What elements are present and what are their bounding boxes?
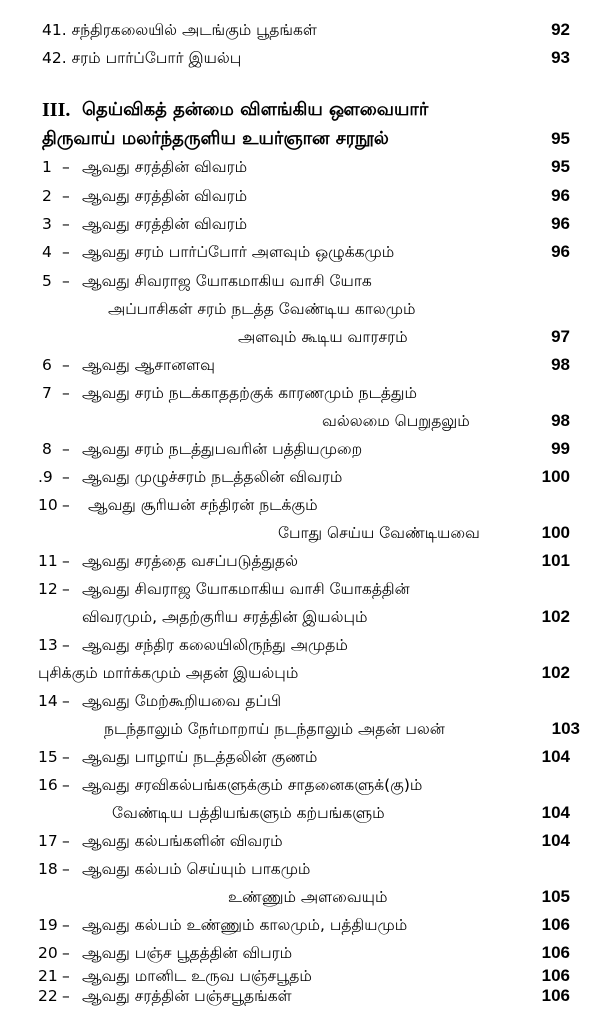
toc-entry-continuation xyxy=(0,605,600,629)
entry-text: ஆவது சரத்தின் விவரம் xyxy=(82,158,248,176)
section-heading xyxy=(0,98,600,122)
toc-entry: 4 – ஆவது சரம் பார்ப்போர் அளவும் ஒழுக்கமும் 96 xyxy=(0,240,600,264)
entry-number: 17 xyxy=(38,832,58,850)
toc-entry: 17 – ஆவது கல்பங்களின் விவரம் 104 xyxy=(0,829,600,853)
entry-text: ஆவது மேற்கூறியவை தப்பி xyxy=(82,692,282,710)
entry-number: 3 xyxy=(42,215,52,233)
entry-number: 11 xyxy=(38,552,58,570)
toc-entry: 21 – ஆவது மானிட உருவ பஞ்சபூதம் 106 xyxy=(0,964,600,988)
entry-number: 18 xyxy=(38,860,58,878)
entry-text: ஆவது மானிட உருவ பஞ்சபூதம் xyxy=(82,967,312,985)
entry-number: 13 xyxy=(38,636,58,654)
entry-text: ஆவது சிவராஜ யோகமாகிய வாசி யோக xyxy=(82,272,372,290)
entry-text-cont: நடந்தாலும் நேர்மாறாய் நடந்தாலும் அதன் பலன் xyxy=(104,720,445,738)
section-heading xyxy=(0,127,600,151)
entry-number: .9 xyxy=(38,468,53,486)
entry-page: 100 xyxy=(541,467,570,486)
entry-page: 93 xyxy=(551,48,570,67)
toc-entry: 1 – ஆவது சரத்தின் விவரம் 95 xyxy=(0,155,600,179)
entry-number: 4 xyxy=(42,243,52,261)
toc-entry-continuation xyxy=(0,521,600,545)
entry-text: ஆவது பாழாய் நடத்தலின் குணம் xyxy=(82,748,318,766)
toc-entry-continuation xyxy=(0,717,600,741)
entry-page: 103 xyxy=(551,719,580,738)
toc-entry: 20 – ஆவது பஞ்ச பூதத்தின் விபரம் 106 xyxy=(0,941,600,965)
toc-entry: 15 – ஆவது பாழாய் நடத்தலின் குணம் 104 xyxy=(0,745,600,769)
entry-page: 92 xyxy=(551,20,570,39)
section-page: 95 xyxy=(551,129,570,148)
entry-text: ஆவது சரம் நடக்காததற்குக் காரணமும் நடத்தும் xyxy=(82,384,417,402)
entry-number: 14 xyxy=(38,692,58,710)
section-title-line1: தெய்விகத் தன்மை விளங்கிய ஔவையார் xyxy=(82,99,429,120)
entry-number: 21 xyxy=(38,967,58,985)
toc-entry-continuation xyxy=(0,297,600,321)
entry-page: 104 xyxy=(541,803,570,822)
entry-page: 104 xyxy=(541,747,570,766)
toc-entry: 13 – ஆவது சந்திர கலையிலிருந்து அமுதம் xyxy=(0,633,600,657)
entry-page: 99 xyxy=(551,439,570,458)
entry-page: 98 xyxy=(551,411,570,430)
entry-number: 2 xyxy=(42,187,52,205)
entry-text: 41. சந்திரகலையில் அடங்கும் பூதங்கள் xyxy=(42,21,317,39)
entry-page: 106 xyxy=(541,943,570,962)
entry-number: 20 xyxy=(38,944,58,962)
toc-entry-continuation xyxy=(0,801,600,825)
toc-entry xyxy=(0,18,600,42)
toc-entry xyxy=(0,46,600,70)
toc-entry: 11 – ஆவது சரத்தை வசப்படுத்துதல் 101 xyxy=(0,549,600,573)
toc-entry: 6 – ஆவது ஆசானளவு 98 xyxy=(0,353,600,377)
entry-text-cont: அளவும் கூடிய வாரசரம் xyxy=(238,328,408,346)
entry-number: 16 xyxy=(38,776,58,794)
toc-entry: .9 – ஆவது முழுச்சரம் நடத்தலின் விவரம் 100 xyxy=(0,465,600,489)
entry-text: ஆவது கல்பம் செய்யும் பாகமும் xyxy=(82,860,311,878)
toc-entry: 16 – ஆவது சரவிகல்பங்களுக்கும் சாதனைகளுக்(கு)ம் xyxy=(0,773,600,797)
entry-page: 101 xyxy=(541,551,570,570)
entry-page: 97 xyxy=(551,327,570,346)
entry-text-cont: போது செய்ய வேண்டியவை xyxy=(278,524,480,542)
entry-text-cont: வல்லமை பெறுதலும் xyxy=(322,412,470,430)
entry-text-cont: உண்ணும் அளவையும் xyxy=(228,888,388,906)
entry-text-cont: விவரமும், அதற்குரிய சரத்தின் இயல்பும் xyxy=(82,608,368,626)
toc-entry: 14 – ஆவது மேற்கூறியவை தப்பி xyxy=(0,689,600,713)
entry-text: 42. சரம் பார்ப்போர் இயல்பு xyxy=(42,49,242,67)
entry-number: 15 xyxy=(38,748,58,766)
toc-entry: 8 – ஆவது சரம் நடத்துபவரின் பத்தியமுறை 99 xyxy=(0,437,600,461)
toc-entry: 10 – ஆவது சூரியன் சந்திரன் நடக்கும் xyxy=(0,493,600,517)
entry-page: 102 xyxy=(541,607,570,626)
entry-text: ஆவது சிவராஜ யோகமாகிய வாசி யோகத்தின் xyxy=(82,580,410,598)
entry-text: ஆவது கல்பம் உண்ணும் காலமும், பத்தியமும் xyxy=(82,916,408,934)
entry-text: ஆவது சரத்தின் பஞ்சபூதங்கள் xyxy=(82,987,292,1005)
entry-number: 19 xyxy=(38,916,58,934)
toc-entry: 3 – ஆவது சரத்தின் விவரம் 96 xyxy=(0,212,600,236)
entry-page: 100 xyxy=(541,523,570,542)
entry-page: 102 xyxy=(541,663,570,682)
entry-text: ஆவது சந்திர கலையிலிருந்து அமுதம் xyxy=(82,636,348,654)
entry-page: 96 xyxy=(551,214,570,233)
entry-page: 96 xyxy=(551,186,570,205)
entry-text: ஆவது பஞ்ச பூதத்தின் விபரம் xyxy=(82,944,293,962)
entry-number: 12 xyxy=(38,580,58,598)
entry-text: ஆவது சரவிகல்பங்களுக்கும் சாதனைகளுக்(கு)ம் xyxy=(82,776,423,794)
toc-entry: 7 – ஆவது சரம் நடக்காததற்குக் காரணமும் நடத்தும் xyxy=(0,381,600,405)
toc-entry-continuation xyxy=(0,885,600,909)
toc-entry: 12 – ஆவது சிவராஜ யோகமாகிய வாசி யோகத்தின் xyxy=(0,577,600,601)
toc-entry-continuation xyxy=(0,661,600,685)
entry-number: 22 xyxy=(38,987,58,1005)
entry-page: 104 xyxy=(541,831,570,850)
entry-number: 6 xyxy=(42,356,52,374)
entry-text: ஆவது சரத்தின் விவரம் xyxy=(82,215,248,233)
entry-number: 8 xyxy=(42,440,52,458)
entry-number: 7 xyxy=(42,384,52,402)
toc-entry-continuation xyxy=(0,325,600,349)
entry-text: ஆவது கல்பங்களின் விவரம் xyxy=(82,832,283,850)
toc-entry: 22 – ஆவது சரத்தின் பஞ்சபூதங்கள் 106 xyxy=(0,984,600,1008)
toc-entry: 2 – ஆவது சரத்தின் விவரம் 96 xyxy=(0,184,600,208)
toc-entry: 5 – ஆவது சிவராஜ யோகமாகிய வாசி யோக xyxy=(0,269,600,293)
entry-page: 106 xyxy=(541,915,570,934)
entry-text: ஆவது ஆசானளவு xyxy=(82,356,215,374)
entry-page: 95 xyxy=(551,157,570,176)
entry-page: 96 xyxy=(551,242,570,261)
entry-text: ஆவது சரம் பார்ப்போர் அளவும் ஒழுக்கமும் xyxy=(82,243,395,261)
entry-text-cont: புசிக்கும் மார்க்கமும் அதன் இயல்பும் xyxy=(38,664,299,682)
entry-number: 10 xyxy=(38,496,58,514)
entry-page: 98 xyxy=(551,355,570,374)
entry-text-cont: அப்பாசிகள் சரம் நடத்த வேண்டிய காலமும் xyxy=(108,300,416,318)
toc-entry-continuation xyxy=(0,409,600,433)
entry-page: 105 xyxy=(541,887,570,906)
entry-page: 106 xyxy=(541,966,570,985)
entry-number: 5 xyxy=(42,272,52,290)
entry-text: ஆவது சூரியன் சந்திரன் நடக்கும் xyxy=(88,496,318,514)
section-title-line2: திருவாய் மலர்ந்தருளிய உயர்ஞான சரநூல் xyxy=(42,128,389,149)
entry-number: 1 xyxy=(42,158,52,176)
entry-text: ஆவது சரம் நடத்துபவரின் பத்தியமுறை xyxy=(82,440,363,458)
entry-text: ஆவது சரத்தின் விவரம் xyxy=(82,187,248,205)
entry-text: ஆவது சரத்தை வசப்படுத்துதல் xyxy=(82,552,299,570)
entry-text-cont: வேண்டிய பத்தியங்களும் கற்பங்களும் xyxy=(112,804,385,822)
entry-text: ஆவது முழுச்சரம் நடத்தலின் விவரம் xyxy=(82,468,343,486)
toc-entry: 19 – ஆவது கல்பம் உண்ணும் காலமும், பத்தியமும் 106 xyxy=(0,913,600,937)
toc-entry: 18 – ஆவது கல்பம் செய்யும் பாகமும் xyxy=(0,857,600,881)
section-numeral: III. xyxy=(42,99,71,121)
entry-page: 106 xyxy=(541,986,570,1005)
